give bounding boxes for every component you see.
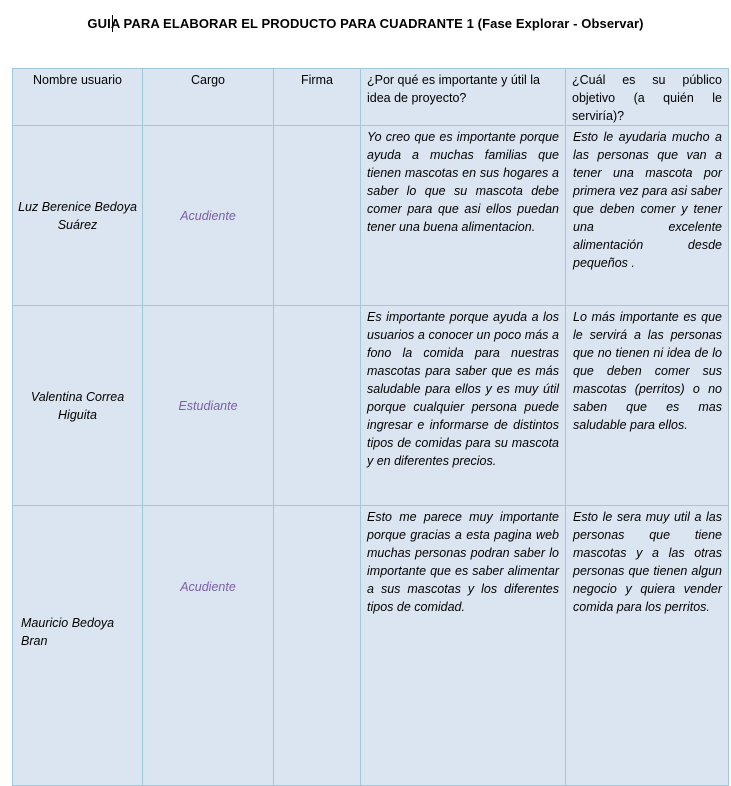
cell-nombre[interactable]: Mauricio Bedoya Bran	[13, 506, 143, 786]
cell-publico[interactable]: Esto le sera muy util a las personas que tiene mascotas y a las otras personas que tienen algun negocio y quiera vender comida para los perritos.	[566, 506, 729, 786]
table-row	[13, 126, 729, 306]
cell-firma[interactable]	[274, 126, 361, 306]
table-header-row	[13, 69, 729, 126]
cell-importancia[interactable]: Es importante porque ayuda a los usuarios a conocer un poco más a fono la comida para nuestras mascotas para saber que es más saludable para ellos y es muy útil porque cualquier persona puede ingresar e informarse de distintos tipos de comidas para su mascota y en diferentes precios.	[361, 306, 566, 506]
cell-firma[interactable]	[274, 306, 361, 506]
cell-importancia[interactable]: Yo creo que es importante porque ayuda a muchas familias que tienen mascotas en sus hogares a saber lo que su mascota debe comer para que asi ellos puedan tener una buena alimentacion.	[361, 126, 566, 306]
header-importancia: ¿Por qué es importante y útil la idea de proyecto?	[361, 69, 566, 126]
cell-publico[interactable]: Lo más importante es que le servirá a las personas que no tienen ni idea de lo que deben comer sus mascotas (perritos) o no saben que es mas saludable para ellos.	[566, 306, 729, 506]
header-nombre-usuario: Nombre usuario	[13, 69, 143, 126]
cell-nombre[interactable]: Valentina Correa Higuita	[13, 306, 143, 506]
table-row	[13, 506, 729, 786]
document-title: GUIA PARA ELABORAR EL PRODUCTO PARA CUADRANTE 1 (Fase Explorar - Observar)	[87, 16, 644, 31]
header-publico-objetivo: ¿Cuál es su público objetivo (a quién le serviría)?	[566, 69, 729, 126]
product-guide-table	[12, 68, 729, 786]
cell-nombre[interactable]: Luz Berenice Bedoya Suárez	[13, 126, 143, 306]
cell-cargo[interactable]: Acudiente	[143, 506, 274, 786]
cell-publico[interactable]: Esto le ayudaria mucho a las personas que van a tener una mascota por primera vez para asi saber que deben comer y tener una excelente alimentación desde pequeños .	[566, 126, 729, 306]
cell-cargo[interactable]: Estudiante	[143, 306, 274, 506]
cell-cargo[interactable]: Acudiente	[143, 126, 274, 306]
cell-firma[interactable]	[274, 506, 361, 786]
table-row	[13, 306, 729, 506]
header-cargo: Cargo	[143, 69, 274, 126]
header-firma: Firma	[274, 69, 361, 126]
cell-importancia[interactable]: Esto me parece muy importante porque gracias a esta pagina web muchas personas podran saber lo importante que es saber alimentar a sus mascotas y los diferentes tipos de comidad.	[361, 506, 566, 786]
